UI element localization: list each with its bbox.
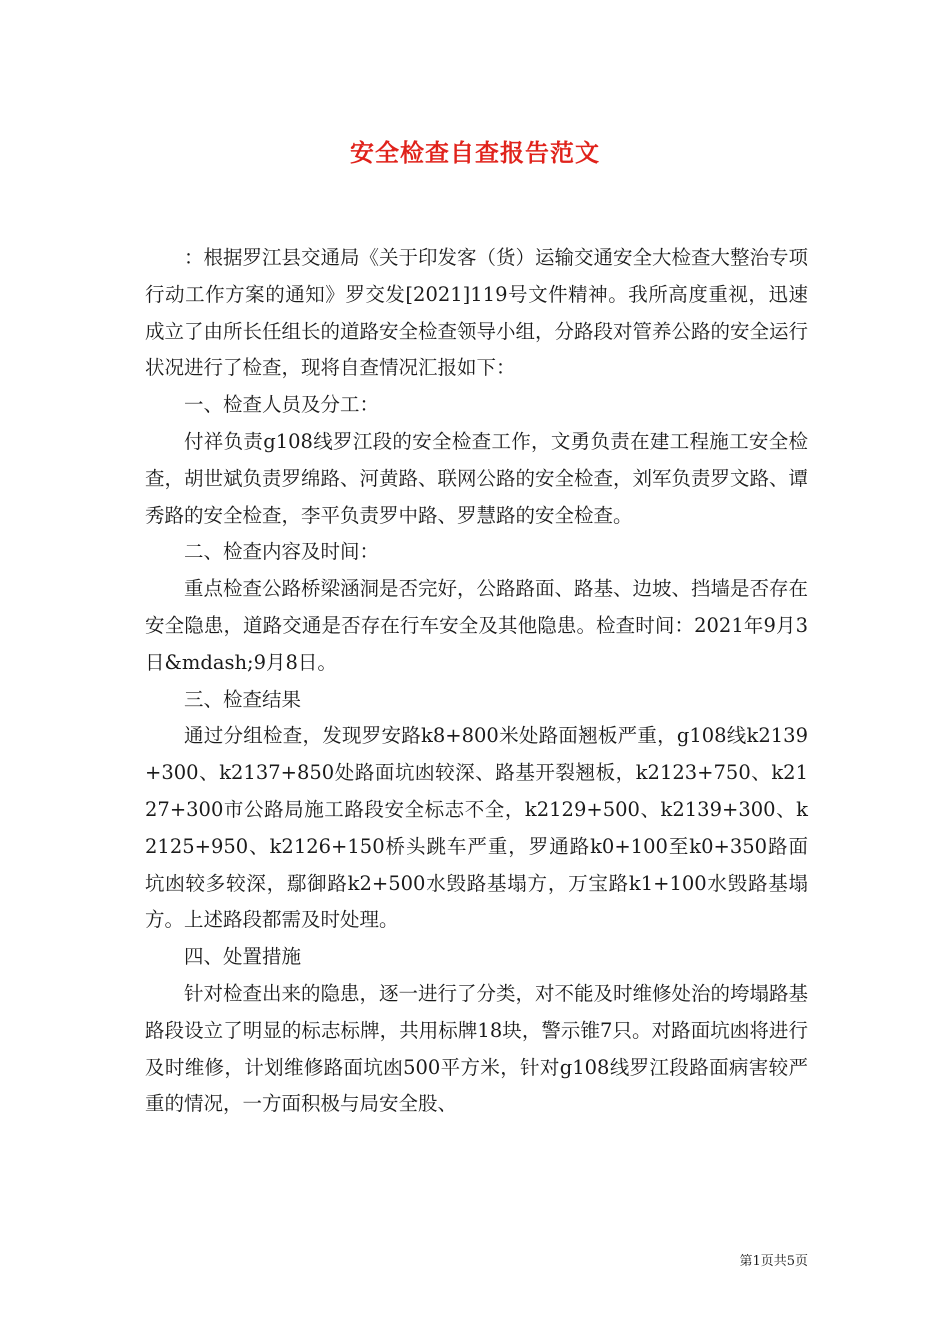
results-paragraph: 通过分组检查，发现罗安路k8+800米处路面翘板严重，g108线k2139+300、k2137+850处路面坑凼较深、路基开裂翘板，k2123+750、k2127+300市公路局施工路段安全标志不全，k2129+500、k2139+300、k2125+950、k2126+150桥头跳车严重，罗通路k0+100至k0+350路面坑凼较多较深，鄢御路k2+500水毁路基塌方，万宝路k1+100水毁路基塌方。上述路段都需及时处理。 xyxy=(145,724,808,932)
section-heading-results: 三、检查结果 xyxy=(184,687,302,711)
document-title: 安全检查自查报告范文 xyxy=(350,138,600,167)
section-heading-personnel: 一、检查人员及分工： xyxy=(184,393,380,417)
content-paragraph: 重点检查公路桥梁涵洞是否完好，公路路面、路基、边坡、挡墙是否存在安全隐患，道路交通是否存在行车安全及其他隐患。检查时间：2021年9月3日&mdash;9月8日。 xyxy=(145,577,809,674)
document-body xyxy=(145,240,808,1123)
section-heading-measures: 四、处置措施 xyxy=(184,945,302,969)
measures-paragraph: 针对检查出来的隐患，逐一进行了分类，对不能及时维修处治的垮塌路基路段设立了明显的标志标牌，共用标牌18块，警示锥7只。对路面坑凼将进行及时维修，计划维修路面坑凼500平方米，针对g108线罗江段路面病害较严重的情况，一方面积极与局安全股、 xyxy=(145,981,809,1116)
personnel-paragraph: 付祥负责g108线罗江段的安全检查工作，文勇负责在建工程施工安全检查，胡世斌负责罗绵路、河黄路、联网公路的安全检查，刘军负责罗文路、谭秀路的安全检查，李平负责罗中路、罗慧路的安全检查。 xyxy=(145,429,809,527)
section-heading-content: 二、检查内容及时间： xyxy=(184,540,380,564)
intro-paragraph: ：根据罗江县交通局《关于印发客（货）运输交通安全大检查大整治专项行动工作方案的通知》罗交发[2021]119号文件精神。我所高度重视，迅速成立了由所长任组长的道路安全检查领导小组，分路段对管养公路的安全运行状况进行了检查，现将自查情况汇报如下： xyxy=(145,246,809,380)
page-number: 第1页共5页 xyxy=(739,1254,808,1269)
